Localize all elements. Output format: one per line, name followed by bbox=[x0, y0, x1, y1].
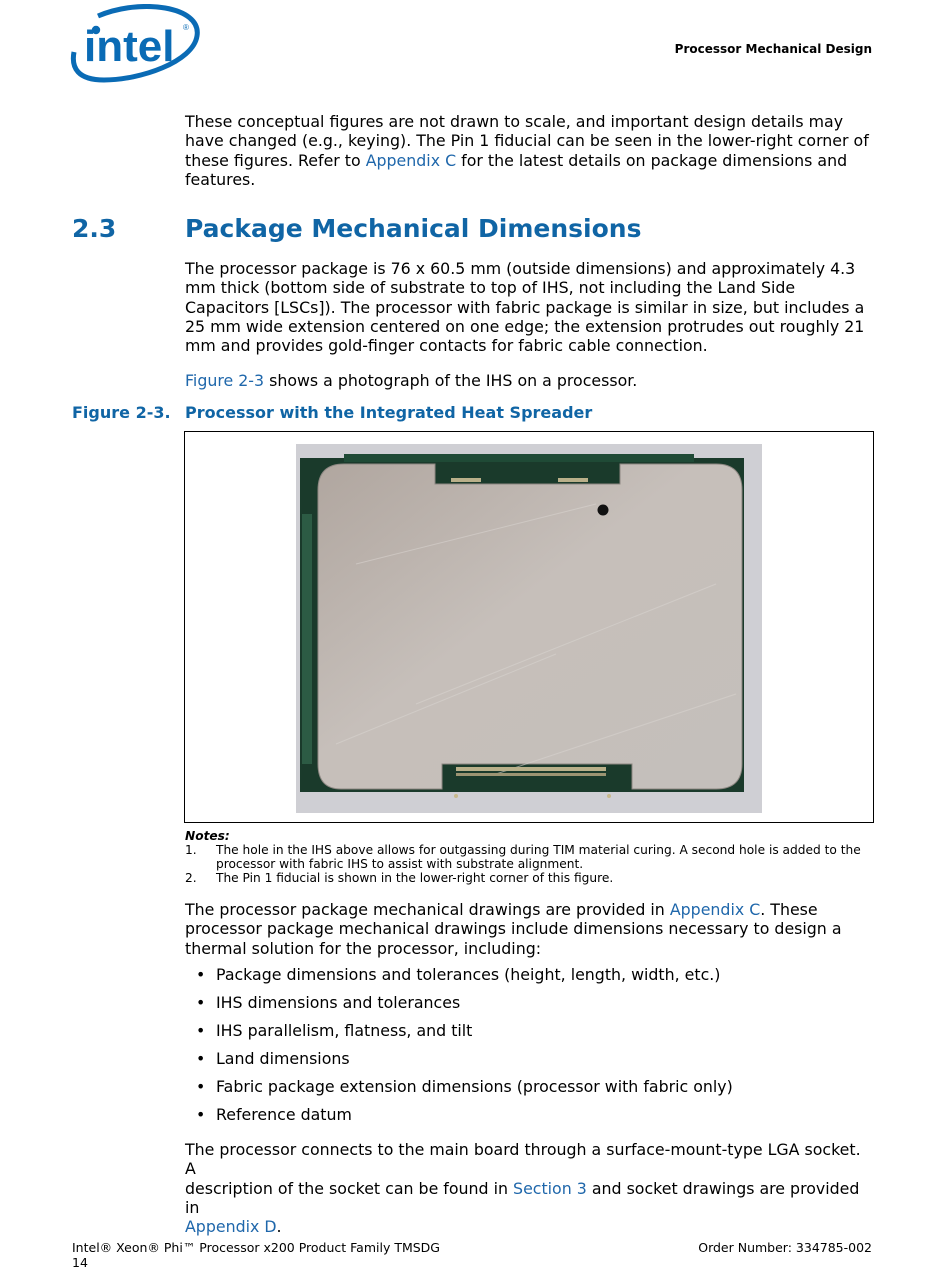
appendix-d-link[interactable]: Appendix D bbox=[185, 1217, 277, 1237]
bullet-icon: • bbox=[196, 1077, 206, 1096]
appendix-c-link[interactable]: Appendix C bbox=[669, 900, 761, 919]
paragraph-line: Capacitors [LSCs]). The processor with fabric package is similar in size, but includes a bbox=[185, 297, 865, 317]
section-title: Package Mechanical Dimensions bbox=[185, 214, 642, 243]
list-item: Package dimensions and tolerances (height, length, width, etc.) bbox=[216, 965, 721, 984]
paragraph-line: 25 mm wide extension centered on one edge; the extension protrudes out roughly 21 bbox=[185, 316, 865, 336]
list-item: IHS dimensions and tolerances bbox=[216, 993, 461, 1012]
figure-number: Figure 2-3. bbox=[72, 403, 171, 422]
intro-line: features. bbox=[185, 169, 256, 189]
footer-doc-title: Intel® Xeon® Phi™ Processor x200 Product Family TMSDG bbox=[72, 1240, 440, 1255]
notes-title: Notes: bbox=[185, 829, 230, 843]
figure-title: Processor with the Integrated Heat Spreader bbox=[185, 403, 593, 422]
processor-photo bbox=[296, 444, 762, 813]
paragraph-line: The processor package is 76 x 60.5 mm (outside dimensions) and approximately 4.3 bbox=[185, 259, 856, 278]
dimensions-paragraph bbox=[185, 259, 875, 355]
intro-line: have changed (e.g., keying). The Pin 1 fiducial can be seen in the lower-right corner of bbox=[185, 131, 869, 151]
list-item: Land dimensions bbox=[216, 1049, 350, 1068]
drawings-paragraph: The processor package mechanical drawings are provided in Appendix C. These processor package mechanical drawings include dimensions necessary to design a thermal solution for the processor, including: bbox=[185, 900, 842, 958]
list-item: IHS parallelism, flatness, and tilt bbox=[216, 1021, 473, 1040]
list-item: Fabric package extension dimensions (processor with fabric only) bbox=[216, 1077, 733, 1096]
section-number: 2.3 bbox=[72, 214, 117, 243]
bullet-icon: • bbox=[196, 1105, 206, 1124]
footer-left bbox=[72, 1240, 440, 1270]
bullet-icon: • bbox=[196, 1021, 206, 1040]
list-item: Reference datum bbox=[216, 1105, 352, 1124]
paragraph-line: mm thick (bottom side of substrate to top of IHS, not including the Land Side bbox=[185, 278, 796, 298]
intro-line: These conceptual figures are not drawn to scale, and important design details may bbox=[185, 112, 844, 131]
section-3-link[interactable]: Section 3 bbox=[513, 1178, 587, 1198]
figure-2-3-link[interactable]: Figure 2-3 bbox=[185, 371, 265, 390]
figure-reference-paragraph: Figure 2-3 shows a photograph of the IHS on a processor. bbox=[185, 371, 638, 390]
order-number: Order Number: 334785-002 bbox=[698, 1240, 872, 1255]
running-header: Processor Mechanical Design bbox=[674, 42, 872, 56]
page-number: 14 bbox=[72, 1255, 88, 1270]
note-text: The hole in the IHS above allows for outgassing during TIM material curing. A second hole is added to the processor with fabric IHS to assist with substrate alignment. bbox=[216, 843, 861, 871]
paragraph-line: mm and provides gold-finger contacts for fabric cable connection. bbox=[185, 336, 708, 356]
note-number: 1. bbox=[185, 843, 197, 857]
intro-line: these figures. Refer to Appendix C for the latest details on package dimensions and bbox=[185, 150, 848, 170]
bullet-icon: • bbox=[196, 1049, 206, 1068]
bullet-icon: • bbox=[196, 965, 206, 984]
note-text: The Pin 1 fiducial is shown in the lower-right corner of this figure. bbox=[216, 871, 614, 885]
logo-text: intel bbox=[84, 22, 175, 71]
intel-logo bbox=[70, 4, 202, 88]
socket-paragraph: The processor connects to the main board through a surface-mount-type LGA socket. A description of the socket can be found in Section 3 and socket drawings are provided in Appendix D. bbox=[185, 1140, 861, 1237]
svg-text:®: ® bbox=[183, 23, 189, 32]
appendix-c-link[interactable]: Appendix C bbox=[365, 150, 457, 170]
note-number: 2. bbox=[185, 871, 197, 885]
bullet-icon: • bbox=[196, 993, 206, 1012]
intro-paragraph bbox=[185, 112, 875, 189]
